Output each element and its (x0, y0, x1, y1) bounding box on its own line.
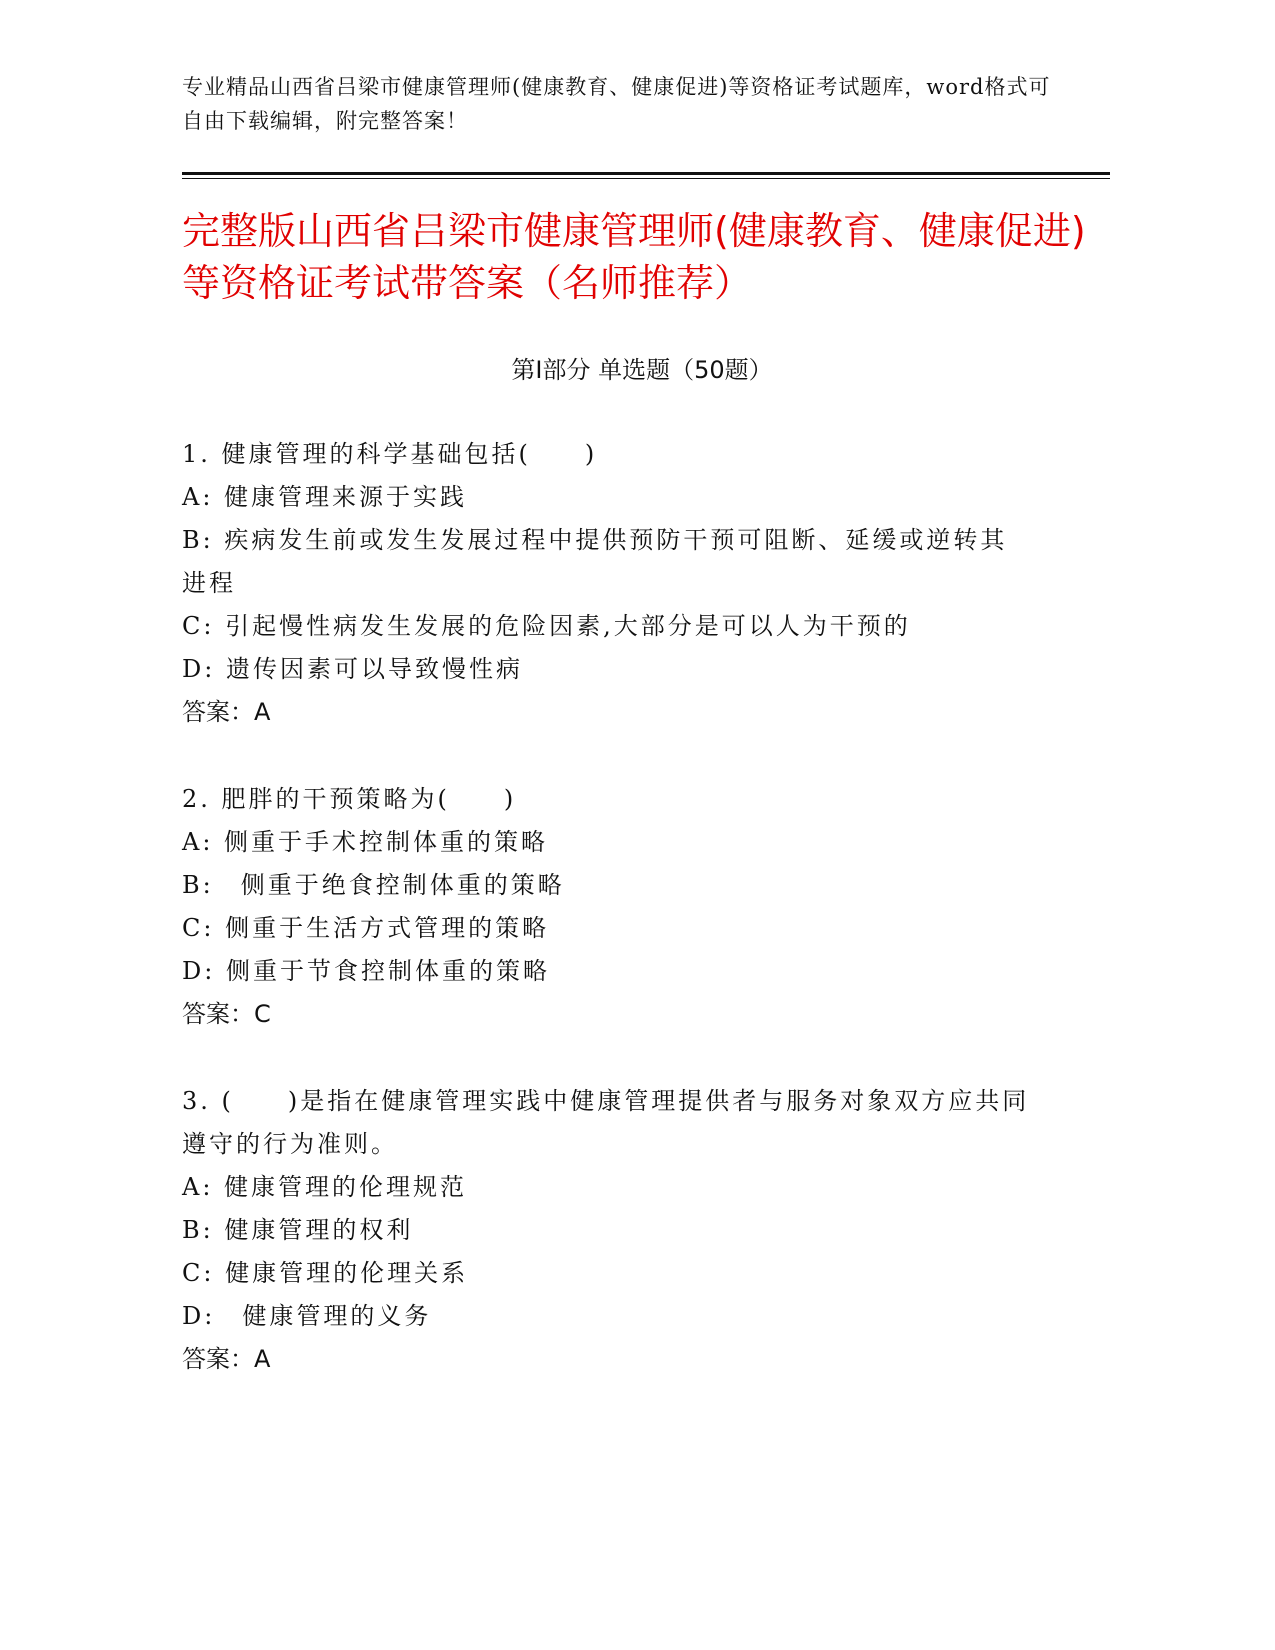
question-3 (182, 1080, 1112, 1381)
question-stem: 2. 肥胖的干预策略为( ) (182, 785, 517, 813)
header-note: 专业精品山西省吕梁市健康管理师(健康教育、健康促进)等资格证考试题库，word格式可自由下载编辑，附完整答案！ (182, 75, 1051, 133)
option-a: A: 侧重于手术控制体重的策略 (182, 828, 549, 856)
option-b: B: 健康管理的权利 (182, 1216, 414, 1244)
option-b: B: 疾病发生前或发生发展过程中提供预防干预可阻断、延缓或逆转其进程 (182, 526, 1008, 597)
option-c: C: 引起慢性病发生发展的危险因素,大部分是可以人为干预的 (182, 612, 911, 640)
document-page (182, 70, 1112, 1425)
answer-label: 答案：C (182, 1000, 271, 1028)
question-1 (182, 433, 1112, 734)
header-divider (182, 172, 1110, 179)
option-a: A: 健康管理的伦理规范 (182, 1173, 468, 1201)
option-a: A: 健康管理来源于实践 (182, 483, 468, 511)
question-2 (182, 778, 1112, 1036)
document-title: 完整版山西省吕梁市健康管理师(健康教育、健康促进)等资格证考试带答案（名师推荐） (182, 209, 1086, 305)
question-stem: 1. 健康管理的科学基础包括( ) (182, 440, 598, 468)
option-c: C: 健康管理的伦理关系 (182, 1259, 469, 1287)
section-title: 第Ⅰ部分 单选题（50题） (511, 356, 773, 384)
option-d: D: 侧重于节食控制体重的策略 (182, 957, 550, 985)
option-d: D: 健康管理的义务 (182, 1302, 432, 1330)
option-c: C: 侧重于生活方式管理的策略 (182, 914, 550, 942)
question-stem: 3. ( )是指在健康管理实践中健康管理提供者与服务对象双方应共同遵守的行为准则。 (182, 1087, 1030, 1158)
option-d: D: 遗传因素可以导致慢性病 (182, 655, 523, 683)
question-list (182, 433, 1112, 1381)
answer-label: 答案：A (182, 1345, 271, 1373)
option-b: B: 侧重于绝食控制体重的策略 (182, 871, 565, 899)
answer-label: 答案：A (182, 698, 271, 726)
